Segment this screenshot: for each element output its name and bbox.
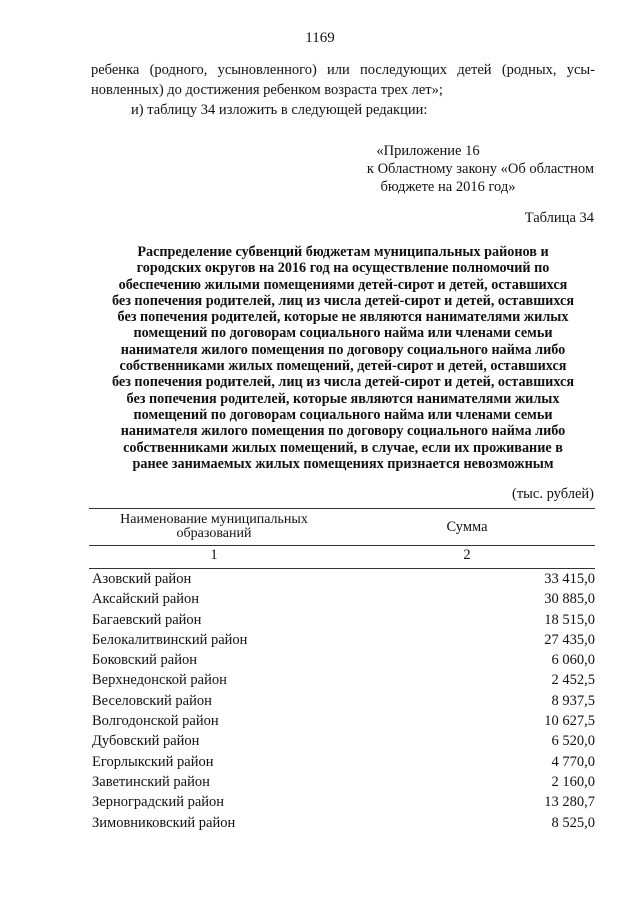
subsidy-amount: 18 515,0 (544, 611, 595, 628)
subsidy-amount: 2 452,5 (551, 672, 595, 689)
municipality-name: Боковский район (92, 652, 197, 669)
table-number: Таблица 34 (524, 210, 594, 226)
table-row (89, 650, 595, 670)
title-line: городских округов на 2016 год на осуществление полномочий по (136, 260, 550, 277)
column-numbers-row (89, 545, 595, 568)
municipality-name: Зерноградский район (92, 794, 225, 811)
subsidy-amount: 6 520,0 (551, 733, 595, 750)
table-row (89, 670, 595, 690)
subsidy-amount: 8 525,0 (551, 814, 595, 831)
subsidy-amount: 30 885,0 (544, 591, 595, 608)
subsidy-amount: 6 060,0 (551, 652, 595, 669)
title-line: ранее занимаемых жилых помещениях признается невозможным (132, 455, 554, 472)
paragraph-line: новленных) до достижения ребенком возраста трех лет»; (91, 82, 443, 98)
municipality-name: Зимовниковский район (92, 814, 236, 831)
subsidy-amount: 13 280,7 (544, 794, 595, 811)
title-line: без попечения родителей, лиц из числа детей-сирот и детей, оставшихся (111, 374, 575, 391)
municipality-name: Багаевский район (92, 611, 202, 628)
subsidy-amount: 2 160,0 (551, 773, 595, 790)
title-line: обеспечению жилыми помещениями детей-сирот и детей, оставшихся (118, 276, 568, 293)
municipality-name: Азовский район (92, 571, 192, 587)
table-row (89, 711, 595, 731)
continuation-paragraph (91, 60, 595, 100)
subsidy-amount: 4 770,0 (551, 753, 595, 770)
municipality-name: Аксайский район (92, 591, 200, 608)
appendix-line: «Приложение 16 (376, 143, 480, 159)
municipality-name: Веселовский район (92, 692, 212, 709)
municipality-name: Волгодонской район (92, 713, 219, 730)
subsidy-amount: 33 415,0 (544, 571, 595, 587)
table-row (89, 772, 595, 792)
header-name-line: образований (176, 526, 252, 541)
table-body (89, 569, 595, 833)
table-title (91, 244, 595, 472)
title-line: нанимателя жилого помещения по договору социального найма либо (120, 341, 566, 358)
page-number: 1169 (305, 30, 335, 46)
title-line: Распределение субвенций бюджетам муниципальных районов и (137, 244, 549, 260)
title-line: собственниками жилых помещений, детей-сирот и детей, оставшихся (119, 358, 567, 375)
subsidy-amount: 10 627,5 (544, 713, 595, 730)
header-name-cell (89, 513, 339, 541)
title-line: помещений по договорам социального найма или членами семьи (133, 406, 553, 423)
title-line: помещений по договорам социального найма или членами семьи (133, 325, 553, 342)
table-row (89, 813, 595, 833)
table-row (89, 630, 595, 650)
amendment-paragraph: и) таблицу 34 изложить в следующей редакции: (131, 102, 428, 118)
appendix-reference (340, 142, 594, 196)
municipality-name: Заветинский район (92, 773, 210, 790)
municipality-name: Верхнедонской район (92, 672, 227, 689)
title-line: нанимателя жилого помещения по договору социального найма либо (120, 423, 566, 440)
appendix-line: к Областному закону «Об областном (366, 161, 594, 177)
table-row (89, 731, 595, 751)
subsidies-table (89, 508, 595, 833)
column-number: 2 (463, 547, 471, 563)
subsidy-amount: 8 937,5 (551, 692, 595, 709)
title-line: собственниками жилых помещений, в случае, если их проживание в (123, 439, 563, 456)
title-line: без попечения родителей, которые являются нанимателями жилых (126, 390, 560, 407)
header-sum-cell: Сумма (446, 519, 488, 535)
municipality-name: Дубовский район (92, 733, 200, 750)
table-row (89, 589, 595, 609)
table-row (89, 569, 595, 589)
units-label: (тыс. рублей) (512, 486, 594, 502)
paragraph-line: ребенка (родного, усыновленного) или последующих детей (родных, усы- (91, 62, 595, 78)
municipality-name: Белокалитвинский район (92, 631, 248, 648)
table-row (89, 752, 595, 772)
title-line: без попечения родителей, которые не являются нанимателями жилых (117, 309, 569, 326)
header-name-line: Наименование муниципальных (120, 512, 308, 527)
appendix-line: бюджете на 2016 год» (380, 179, 516, 195)
table-header (89, 509, 595, 545)
table-row (89, 792, 595, 812)
table-row (89, 610, 595, 630)
table-row (89, 691, 595, 711)
subsidy-amount: 27 435,0 (544, 631, 595, 648)
title-line: без попечения родителей, лиц из числа детей-сирот и детей, оставшихся (111, 292, 575, 309)
municipality-name: Егорлыкский район (92, 753, 214, 770)
column-number: 1 (210, 547, 218, 563)
